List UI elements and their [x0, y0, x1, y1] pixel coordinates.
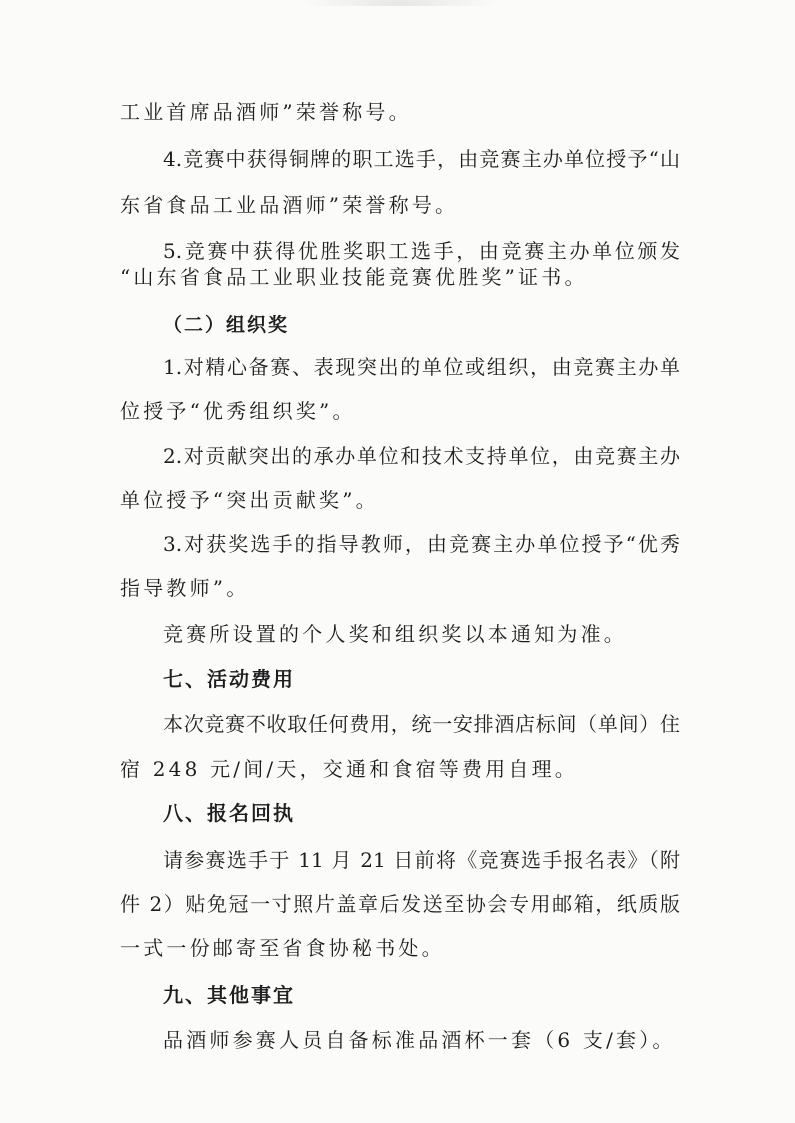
- paragraph-line: 品酒师参赛人员自备标准品酒杯一套（6 支/套）。: [163, 1028, 676, 1052]
- section-heading: 七、活动费用: [163, 667, 295, 691]
- paragraph-line: 3.对获奖选手的指导教师，由竞赛主办单位授予“优秀: [163, 532, 680, 556]
- section-heading: 九、其他事宜: [163, 983, 295, 1007]
- scan-edge-shadow: [300, 0, 500, 6]
- paragraph-line: “山东省食品工业职业技能竞赛优胜奖”证书。: [120, 265, 588, 289]
- paragraph-line: 宿 248 元/间/天，交通和食宿等费用自理。: [120, 757, 578, 781]
- paragraph-line: 5.竞赛中获得优胜奖职工选手，由竞赛主办单位颁发: [163, 239, 680, 263]
- paragraph-line: 工业首席品酒师”荣誉称号。: [120, 100, 412, 124]
- paragraph-line: 指导教师”。: [120, 576, 250, 600]
- paragraph-line: 件 2）贴免冠一寸照片盖章后发送至协会专用邮箱，纸质版: [120, 892, 680, 916]
- paragraph-line: 位授予“优秀组织奖”。: [120, 399, 356, 423]
- paragraph-line: 4.竞赛中获得铜牌的职工选手，由竞赛主办单位授予“山: [163, 147, 680, 171]
- paragraph-line: 请参赛选手于 11 月 21 日前将《竞赛选手报名表》（附: [163, 848, 680, 872]
- paragraph-line: 2.对贡献突出的承办单位和技术支持单位，由竞赛主办: [163, 444, 680, 468]
- paragraph-line: 竞赛所设置的个人奖和组织奖以本通知为准。: [163, 622, 627, 646]
- section-subheading: （二）组织奖: [163, 314, 290, 336]
- paragraph-line: 1.对精心备赛、表现突出的单位或组织，由竞赛主办单: [163, 355, 680, 379]
- paragraph-line: 本次竞赛不收取任何费用，统一安排酒店标间（单间）住: [163, 712, 680, 736]
- paragraph-line: 单位授予“突出贡献奖”。: [120, 488, 379, 512]
- paragraph-line: 一式一份邮寄至省食协秘书处。: [120, 936, 445, 960]
- section-heading: 八、报名回执: [163, 801, 295, 825]
- paragraph-line: 东省食品工业品酒师”荣誉称号。: [120, 193, 459, 217]
